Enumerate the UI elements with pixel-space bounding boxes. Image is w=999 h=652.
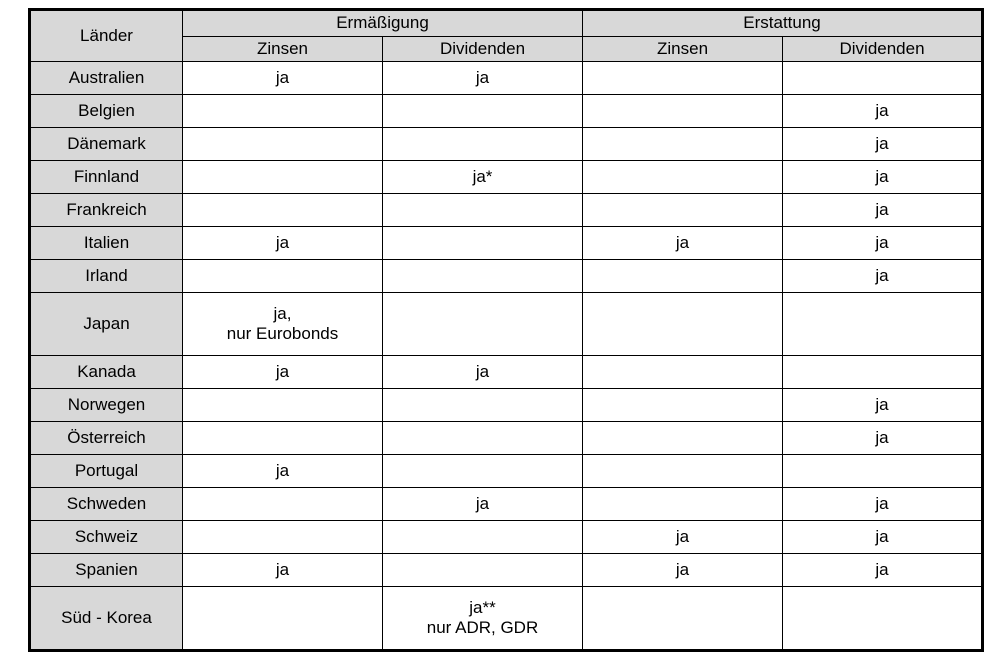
value-cell (183, 128, 383, 161)
value-cell (583, 260, 783, 293)
value-cell: ja (783, 389, 983, 422)
value-cell (783, 293, 983, 356)
value-cell: ja (783, 128, 983, 161)
value-cell (583, 293, 783, 356)
country-cell: Österreich (30, 422, 183, 455)
table-header-group-row (30, 10, 983, 37)
value-cell (183, 488, 383, 521)
country-cell: Japan (30, 293, 183, 356)
table-row (30, 521, 983, 554)
value-cell (383, 128, 583, 161)
country-cell: Kanada (30, 356, 183, 389)
value-cell (583, 455, 783, 488)
value-cell: ja (783, 227, 983, 260)
table-row (30, 389, 983, 422)
value-cell: ja (783, 194, 983, 227)
value-cell (183, 194, 383, 227)
tax-relief-table (28, 8, 984, 652)
value-cell (383, 521, 583, 554)
value-cell (383, 554, 583, 587)
value-cell (783, 356, 983, 389)
value-cell: ja (383, 488, 583, 521)
table-row (30, 356, 983, 389)
value-cell (383, 422, 583, 455)
header-group-ermaessigung: Ermäßigung (183, 10, 583, 37)
value-cell: ja* (383, 161, 583, 194)
value-cell (383, 293, 583, 356)
value-cell: ja (783, 521, 983, 554)
table-row (30, 62, 983, 95)
value-cell (183, 389, 383, 422)
table-row (30, 455, 983, 488)
table-row (30, 293, 983, 356)
value-cell: ja, nur Eurobonds (183, 293, 383, 356)
header-sub-zinsen-erstattung: Zinsen (583, 36, 783, 62)
value-cell: ja (183, 455, 383, 488)
country-cell: Belgien (30, 95, 183, 128)
value-cell (183, 95, 383, 128)
value-cell (583, 389, 783, 422)
value-cell (183, 260, 383, 293)
table-header (30, 10, 983, 62)
country-cell: Schweiz (30, 521, 183, 554)
table-row (30, 422, 983, 455)
value-cell: ja (783, 488, 983, 521)
value-cell (383, 95, 583, 128)
value-cell (583, 356, 783, 389)
value-cell: ja (583, 227, 783, 260)
value-cell: ja (783, 161, 983, 194)
header-sub-dividenden-ermaessigung: Dividenden (383, 36, 583, 62)
value-cell (383, 194, 583, 227)
header-group-erstattung: Erstattung (583, 10, 983, 37)
value-cell: ja (183, 554, 383, 587)
table-row (30, 554, 983, 587)
table-row (30, 260, 983, 293)
value-cell: ja (383, 356, 583, 389)
value-cell: ja (183, 356, 383, 389)
value-cell (583, 161, 783, 194)
value-cell (383, 227, 583, 260)
table-row (30, 194, 983, 227)
table-row (30, 161, 983, 194)
value-cell (383, 260, 583, 293)
value-cell: ja (583, 554, 783, 587)
value-cell (383, 455, 583, 488)
table-body (30, 62, 983, 651)
value-cell (583, 95, 783, 128)
value-cell: ja (783, 554, 983, 587)
value-cell (583, 62, 783, 95)
value-cell (583, 422, 783, 455)
value-cell: ja (783, 95, 983, 128)
value-cell (383, 389, 583, 422)
value-cell (783, 455, 983, 488)
value-cell (783, 62, 983, 95)
country-cell: Irland (30, 260, 183, 293)
value-cell: ja (183, 227, 383, 260)
value-cell (583, 128, 783, 161)
value-cell: ja** nur ADR, GDR (383, 587, 583, 651)
country-cell: Spanien (30, 554, 183, 587)
value-cell (583, 194, 783, 227)
country-cell: Norwegen (30, 389, 183, 422)
country-cell: Australien (30, 62, 183, 95)
value-cell (783, 587, 983, 651)
country-cell: Italien (30, 227, 183, 260)
table-row (30, 128, 983, 161)
country-cell: Frankreich (30, 194, 183, 227)
value-cell (183, 422, 383, 455)
header-sub-zinsen-ermaessigung: Zinsen (183, 36, 383, 62)
value-cell: ja (183, 62, 383, 95)
value-cell: ja (383, 62, 583, 95)
header-sub-dividenden-erstattung: Dividenden (783, 36, 983, 62)
value-cell (183, 161, 383, 194)
country-cell: Dänemark (30, 128, 183, 161)
value-cell (183, 587, 383, 651)
country-cell: Süd - Korea (30, 587, 183, 651)
country-cell: Schweden (30, 488, 183, 521)
value-cell: ja (583, 521, 783, 554)
value-cell: ja (783, 422, 983, 455)
value-cell (183, 521, 383, 554)
value-cell (583, 587, 783, 651)
table-row (30, 95, 983, 128)
table-row (30, 227, 983, 260)
country-cell: Portugal (30, 455, 183, 488)
country-cell: Finnland (30, 161, 183, 194)
table-row (30, 488, 983, 521)
value-cell: ja (783, 260, 983, 293)
value-cell (583, 488, 783, 521)
table-row (30, 587, 983, 651)
header-countries: Länder (30, 10, 183, 62)
